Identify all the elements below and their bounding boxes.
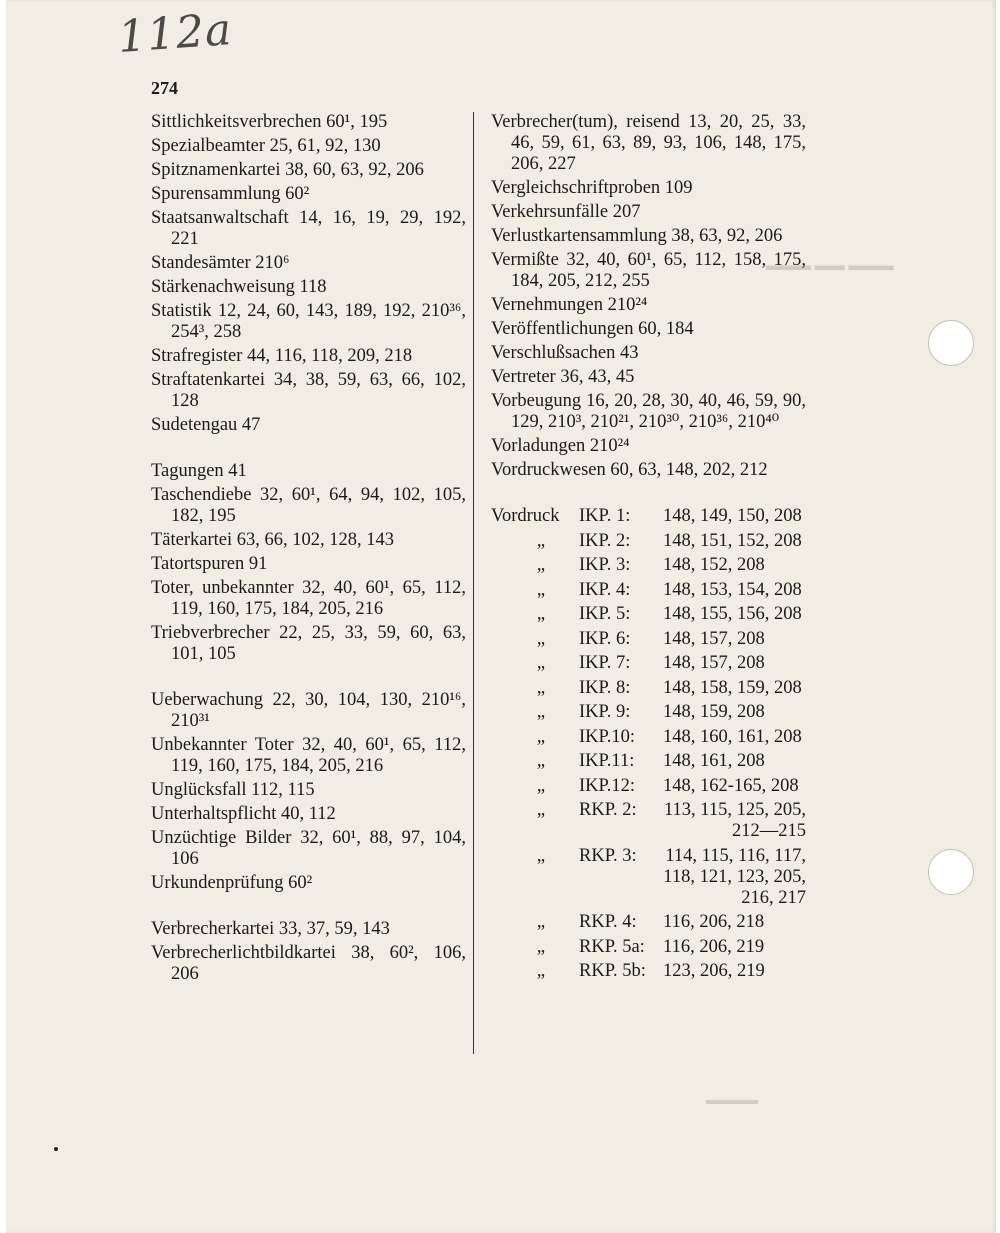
document-page (6, 0, 996, 1233)
index-entry: Täterkartei 63, 66, 102, 128, 143 (151, 530, 395, 550)
vordruck-pages: 148, 160, 161, 208 (663, 726, 802, 747)
vordruck-pages: 148, 157, 208 (663, 653, 765, 673)
vordruck-prefix: „ (536, 628, 546, 649)
vordruck-code: IKP. 7: (579, 653, 631, 673)
vordruck-row (491, 506, 806, 527)
vordruck-row (491, 629, 806, 650)
vordruck-row (491, 604, 806, 625)
vordruck-row (491, 846, 806, 909)
index-entry: Straftatenkartei 34, 38, 59, 63, 66, 102, 128 (151, 370, 466, 411)
index-column-right (491, 112, 806, 986)
vordruck-prefix: „ (536, 530, 546, 551)
vordruck-pages: 116, 206, 218 (663, 912, 765, 932)
entry-gap (151, 668, 466, 690)
vordruck-prefix: „ (536, 845, 546, 866)
index-entry: Unzüchtige Bilder 32, 60¹, 88, 97, 104, 106 (151, 828, 466, 869)
vordruck-prefix: „ (536, 677, 546, 698)
vordruck-prefix: „ (536, 726, 546, 747)
vordruck-row (491, 580, 806, 601)
vordruck-pages: 148, 151, 152, 208 (663, 530, 802, 551)
entry-gap (151, 439, 466, 461)
index-entry: Verkehrsunfälle 207 (491, 202, 641, 222)
vordruck-pages: 148, 153, 154, 208 (663, 579, 802, 600)
index-entry: Staatsanwaltschaft 14, 16, 19, 29, 192, 221 (151, 208, 466, 249)
vordruck-pages: 123, 206, 219 (663, 961, 765, 981)
index-entry: Vernehmungen 210²⁴ (491, 295, 648, 315)
vordruck-prefix: „ (536, 604, 546, 624)
index-entry: Spezialbeamter 25, 61, 92, 130 (151, 136, 381, 156)
vordruck-row (491, 912, 806, 933)
index-entry: Triebverbrecher 22, 25, 33, 59, 60, 63, 101, 105 (151, 623, 466, 664)
vordruck-code: IKP. 6: (579, 628, 631, 649)
vordruck-row (491, 751, 806, 772)
vordruck-code: IKP.10: (579, 726, 636, 747)
index-entry: Urkundenprüfung 60² (151, 873, 313, 893)
index-entry: Vergleichschriftproben 109 (491, 178, 693, 198)
vordruck-pages: 113, 115, 125, 205, 212—215 (663, 800, 806, 841)
index-entry: Sudetengau 47 (151, 415, 261, 435)
vordruck-pages: 148, 152, 208 (663, 555, 765, 575)
index-entry: Vorladungen 210²⁴ (491, 436, 630, 456)
vordruck-pages: 148, 158, 159, 208 (663, 677, 802, 698)
vordruck-prefix: „ (536, 751, 546, 771)
index-entry: Spitznamenkartei 38, 60, 63, 92, 206 (151, 160, 424, 180)
index-entry: Sittlichkeitsverbrechen 60¹, 195 (151, 112, 388, 132)
vordruck-code: RKP. 2: (579, 800, 637, 820)
vordruck-code: IKP. 9: (579, 702, 631, 722)
index-entry: Tagungen 41 (151, 461, 247, 481)
vordruck-code: IKP. 8: (579, 677, 631, 698)
column-divider (473, 112, 474, 1054)
vordruck-row (491, 678, 806, 699)
vordruck-code: IKP. 1: (579, 506, 631, 526)
vordruck-pages: 148, 159, 208 (663, 702, 765, 722)
index-entry: Toter, unbekannter 32, 40, 60¹, 65, 112, 119, 160, 175, 184, 205, 216 (151, 578, 466, 619)
vordruck-code: IKP. 4: (579, 579, 631, 600)
entry-gap (491, 484, 806, 506)
index-entry: Verbrecherkartei 33, 37, 59, 143 (151, 919, 390, 939)
vordruck-pages: 148, 162-165, 208 (663, 775, 799, 796)
vordruck-pages: 148, 157, 208 (663, 628, 765, 649)
vordruck-code: IKP. 2: (579, 530, 631, 551)
vordruck-pages: 148, 161, 208 (663, 751, 765, 771)
vordruck-row (491, 531, 806, 552)
vordruck-code: IKP.11: (579, 751, 635, 771)
ink-speck (54, 1147, 58, 1151)
vordruck-code: IKP.12: (579, 775, 636, 796)
vordruck-row (491, 937, 806, 958)
vordruck-pages: 116, 206, 219 (663, 936, 765, 957)
vordruck-row (491, 800, 806, 842)
vordruck-row (491, 653, 806, 674)
vordruck-pages: 148, 149, 150, 208 (663, 506, 802, 526)
vordruck-prefix: Vordruck (491, 506, 560, 526)
bleed-through-text: ▬▬▬▬ (706, 1092, 758, 1107)
index-entry: Vorbeugung 16, 20, 28, 30, 40, 46, 59, 90, 129, 210³, 210²¹, 210³⁰, 210³⁶, 210⁴⁰ (491, 391, 806, 432)
vordruck-code: RKP. 5a: (579, 936, 645, 957)
vordruck-prefix: „ (536, 702, 546, 722)
vordruck-pages: 148, 155, 156, 208 (663, 604, 802, 624)
vordruck-code: RKP. 5b: (579, 961, 646, 981)
vordruck-prefix: „ (536, 579, 546, 600)
vordruck-code: IKP. 5: (579, 604, 631, 624)
index-entry: Verlustkartensammlung 38, 63, 92, 206 (491, 226, 783, 246)
vordruck-prefix: „ (536, 775, 546, 796)
index-entry: Vordruckwesen 60, 63, 148, 202, 212 (491, 460, 768, 480)
vordruck-pages: 114, 115, 116, 117, 118, 121, 123, 205, 216, 217 (663, 845, 806, 908)
vordruck-row (491, 702, 806, 723)
index-entry: Standesämter 210⁶ (151, 253, 290, 273)
index-entry: Strafregister 44, 116, 118, 209, 218 (151, 346, 413, 366)
index-entry: Statistik 12, 24, 60, 143, 189, 192, 210³⁶, 254³, 258 (151, 301, 466, 342)
vordruck-prefix: „ (536, 800, 546, 820)
index-entry: Tatortspuren 91 (151, 554, 268, 574)
index-entry: Spurensammlung 60² (151, 184, 310, 204)
vordruck-prefix: „ (536, 653, 546, 673)
index-entry: Vertreter 36, 43, 45 (491, 367, 635, 387)
bleed-through-text: ▬▬▬ ▬▬ ▬▬▬ (766, 258, 894, 274)
index-entry: Taschendiebe 32, 60¹, 64, 94, 102, 105, 182, 195 (151, 485, 466, 526)
vordruck-row (491, 961, 806, 982)
vordruck-code: RKP. 3: (579, 845, 637, 866)
index-entry: Stärkenachweisung 118 (151, 277, 327, 297)
index-entry: Verbrecher(tum), reisend 13, 20, 25, 33, 46, 59, 61, 63, 89, 93, 106, 148, 175, 206, 227 (491, 112, 806, 174)
vordruck-prefix: „ (536, 961, 546, 981)
vordruck-prefix: „ (536, 936, 546, 957)
index-entry: Unglücksfall 112, 115 (151, 780, 315, 800)
index-entry: Vermißte 32, 40, 60¹, 65, 112, 158, 175, 184, 205, 212, 255 (491, 250, 806, 291)
vordruck-row (491, 555, 806, 576)
vordruck-prefix: „ (536, 912, 546, 932)
index-entry: Ueberwachung 22, 30, 104, 130, 210¹⁶, 210³¹ (151, 690, 466, 731)
entry-gap (151, 897, 466, 919)
punch-hole (928, 849, 974, 895)
index-entry: Verbrecherlichtbildkartei 38, 60², 106, 206 (151, 943, 466, 984)
vordruck-code: RKP. 4: (579, 912, 637, 932)
index-column-left (151, 112, 466, 988)
vordruck-row (491, 776, 806, 797)
page-number: 274 (151, 78, 178, 98)
index-entry: Unterhaltspflicht 40, 112 (151, 804, 336, 824)
vordruck-code: IKP. 3: (579, 555, 631, 575)
index-entry: Veröffentlichungen 60, 184 (491, 319, 694, 339)
index-entry: Verschlußsachen 43 (491, 343, 639, 363)
punch-hole (928, 320, 974, 366)
index-entry: Unbekannter Toter 32, 40, 60¹, 65, 112, 119, 160, 175, 184, 205, 216 (151, 735, 466, 776)
vordruck-row (491, 727, 806, 748)
handwritten-mark: 112a (116, 4, 234, 63)
vordruck-prefix: „ (536, 555, 546, 575)
